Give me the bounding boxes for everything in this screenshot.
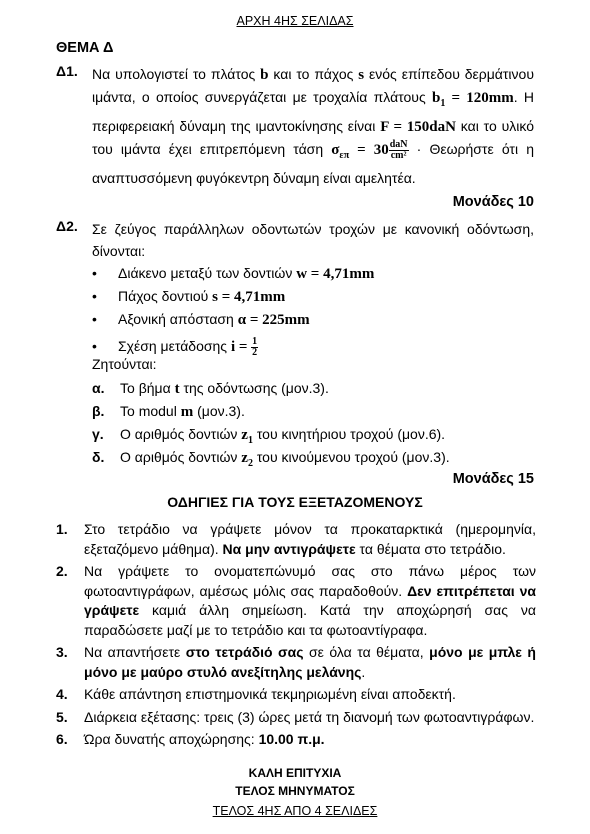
d2-given-list (92, 262, 374, 361)
d1-stress-unit-fraction: $\frac{\text{daN}}{\text{cm²}}$ (389, 138, 408, 161)
list-item: 5. Διάρκεια εξέτασης: τρεις (3) ώρες μετά τη διανομή των φωτοαντιγράφων. (56, 708, 535, 725)
list-item: 3. Να απαντήσετε στο τετράδιό σας σε όλα τα θέματα, μόνο με μπλε ή μόνο με μαύρο στυλό ανεξίτηλης μελάνης. (56, 644, 536, 680)
list-item: • Σχέση μετάδοσης i = $\frac{1}{2}$ (92, 331, 374, 361)
bullet-icon: • (92, 265, 97, 281)
question-d1-text (92, 63, 534, 189)
list-item: 2. Να γράψετε το ονοματεπώνυμό σας στο πάνω μέρος των φωτοαντιγράφων, αμέσως μόλις σας παραδοθούν. Δεν επιτρέπεται να γράψετε καμιά άλλη σημείωση. Κατά την αποχώρησή σας να παραδώσετε μαζί με το τετράδιο και τα φωτοαντίγραφα. (56, 563, 536, 638)
d2-asked-list (92, 377, 450, 469)
list-item: 1. Στο τετράδιο να γράψετε μόνον τα προκαταρκτικά (ημερομηνία, εξεταζόμενο μάθημα). Να μην αντιγράψετε τα θέματα στο τετράδιο. (56, 521, 536, 557)
list-item: δ. Ο αριθμός δοντιών $z_2$ του κινούμενου τροχού (μον.3). (92, 449, 450, 469)
good-luck-text: ΚΑΛΗ ΕΠΙΤΥΧΙΑ (248, 766, 342, 780)
d1-text-4: . Η περιφερειακή δύναμη της ιμαντοκίνησης είναι (92, 89, 535, 134)
list-item: • Πάχος δοντιού s = 4,71mm (92, 285, 374, 308)
d1-points: Μονάδες 10 (452, 194, 534, 210)
instructions-title: ΟΔΗΓΙΕΣ ΓΙΑ ΤΟΥΣ ΕΞΕΤΑΖΟΜΕΝΟΥΣ (167, 494, 423, 510)
d1-text-1: Να υπολογιστεί το πλάτος (92, 66, 261, 82)
list-item: β. Το modul m (μον.3). (92, 403, 245, 420)
question-d2-number: Δ2. (56, 218, 78, 234)
d1-symbol-s: s (358, 67, 365, 83)
theme-title: ΘΕΜΑ Δ (56, 40, 114, 56)
transmission-ratio-fraction: $\frac{1}{2}$ (252, 335, 258, 358)
list-item: α. Το βήμα t της οδόντωσης (μον.3). (92, 380, 329, 397)
bullet-icon: • (92, 311, 97, 327)
instructions-list (56, 520, 536, 753)
question-d2-intro: Σε ζεύγος παράλληλων οδοντωτών τροχών με κανονική οδόντωση, δίνονται: (92, 221, 534, 259)
bullet-icon: • (92, 338, 97, 354)
list-item: • Διάκενο μεταξύ των δοντιών w = 4,71mm (92, 262, 374, 285)
d1-symbol-b: b (260, 67, 269, 83)
d1-b1-value: $b_1 = 120mm$ (432, 90, 514, 109)
d1-text-3: ενός επίπεδου δερμάτινου ιμάντα, ο οποίος συνεργάζεται με τροχαλία πλάτους (92, 66, 534, 105)
list-item: 6. Ώρα δυνατής αποχώρησης: 10.00 π.μ. (56, 731, 325, 747)
list-item: 4. Κάθε απάντηση επιστημονικά τεκμηριωμένη είναι αποδεκτή. (56, 686, 456, 702)
d1-stress-value: $\sigma_{\varepsilon\pi} = 30$ (331, 142, 389, 161)
list-item: γ. Ο αριθμός δοντιών $z_1$ του κινητήριου τροχού (μον.6). (92, 426, 446, 446)
d1-text-5: και το υλικό του ιμάντα έχει επιτρεπόμενη τάση (92, 118, 535, 157)
d1-force-value: F = 150daN (380, 119, 456, 135)
end-message-text: ΤΕΛΟΣ ΜΗΝΥΜΑΤΟΣ (235, 784, 355, 798)
page-footer: ΤΕΛΟΣ 4ΗΣ ΑΠΟ 4 ΣΕΛΙΔΕΣ (212, 804, 378, 818)
question-d1-number: Δ1. (56, 63, 78, 79)
bullet-icon: • (92, 288, 97, 304)
page-header: ΑΡΧΗ 4ΗΣ ΣΕΛΙΔΑΣ (236, 14, 354, 28)
list-item: • Αξονική απόσταση α = 225mm (92, 308, 374, 331)
d2-points: Μονάδες 15 (452, 471, 534, 487)
d1-text-6: · Θεωρήστε ότι η αναπτυσσόμενη φυγόκεντρη δύναμη είναι αμελητέα. (92, 141, 534, 186)
d2-asked-label: Ζητούνται: (92, 356, 157, 372)
d1-text-2: και το πάχος (268, 66, 359, 82)
